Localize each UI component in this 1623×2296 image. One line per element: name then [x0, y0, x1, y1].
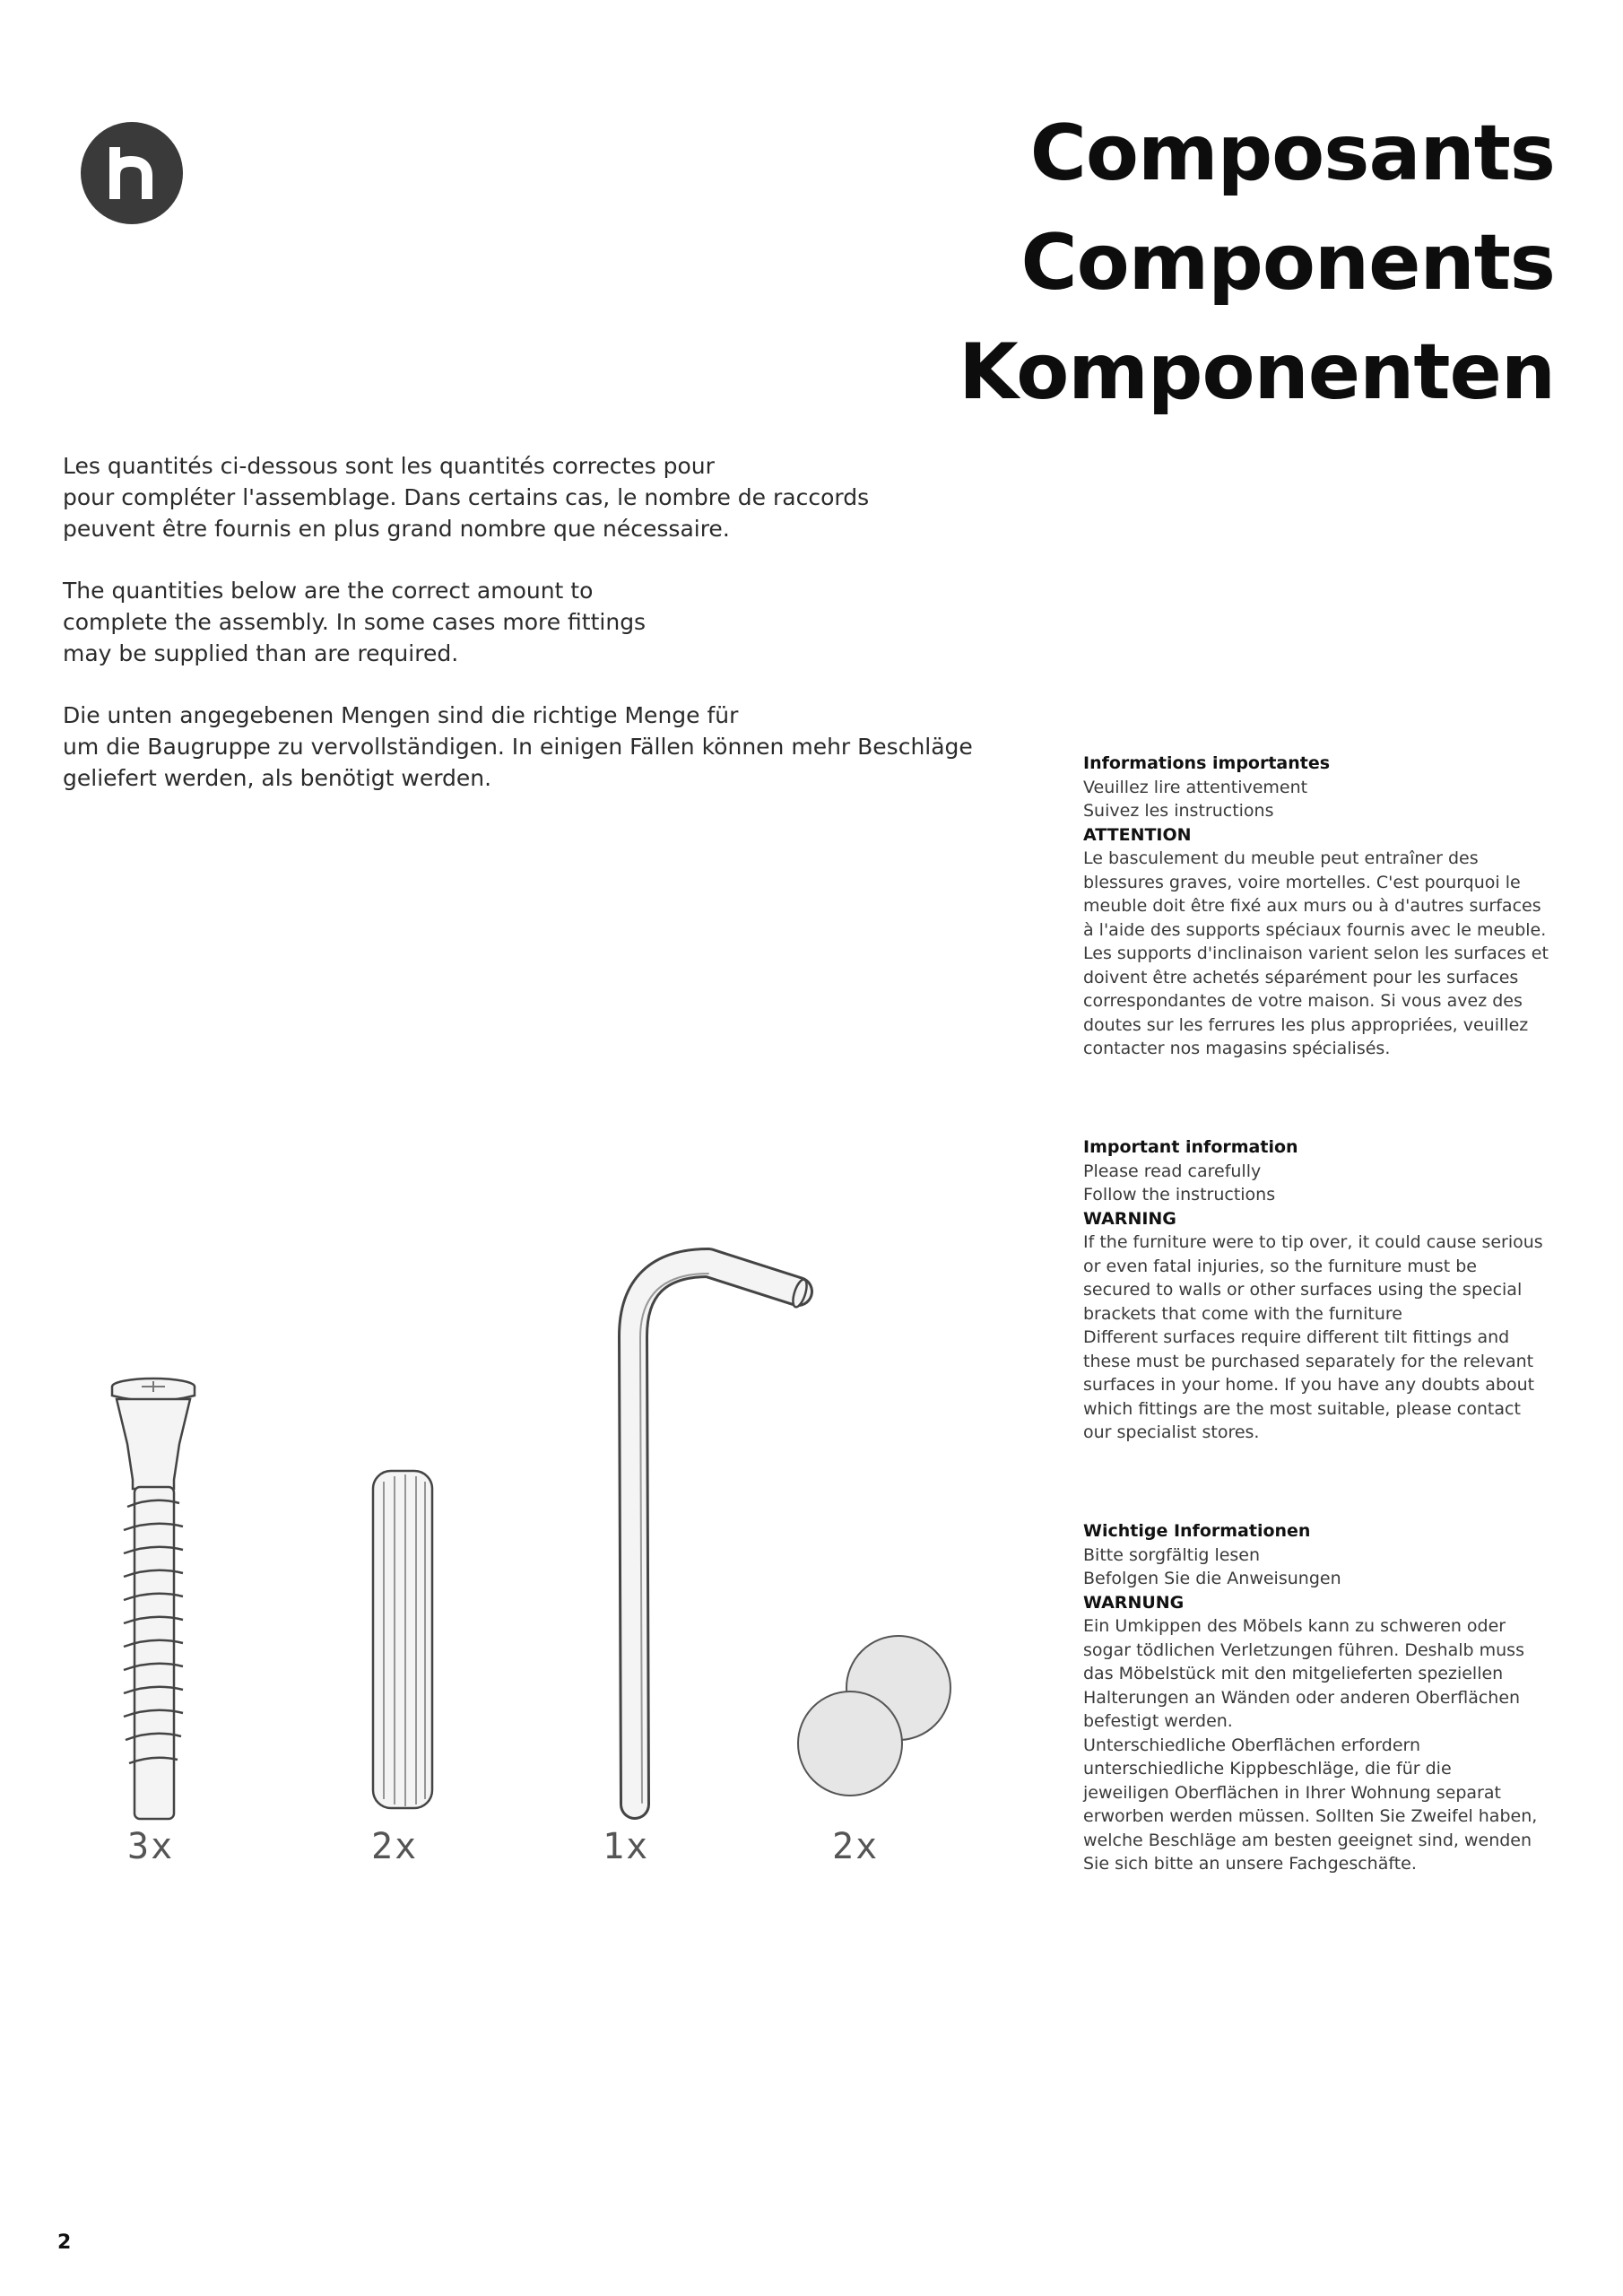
- intro-text: [63, 450, 1031, 824]
- info-heading: Informations importantes: [1083, 753, 1331, 773]
- wooden-dowel-icon: [373, 1471, 432, 1808]
- title-de: Komponenten: [959, 327, 1555, 417]
- intro-en: The quantities below are the correct amount to complete the assembly. In some cases more fittings may be supplied than are required.: [63, 578, 647, 666]
- quantity-screw: 3x: [127, 1826, 175, 1867]
- quantity-allen-key: 1x: [603, 1826, 650, 1867]
- brand-logo: [81, 122, 183, 224]
- intro-de: Die unten angegebenen Mengen sind die richtige Menge für um die Baugruppe zu vervollständigen. In einigen Fällen können mehr Beschläge geliefert werden, als benötigt werden.: [63, 702, 973, 791]
- page-number: 2: [57, 2231, 72, 2254]
- important-info-de: [1083, 1519, 1585, 1876]
- title-en: Components: [1020, 218, 1555, 308]
- warning-label: WARNING: [1083, 1208, 1176, 1229]
- important-info-en: [1083, 1135, 1585, 1445]
- allen-key-icon: [633, 1263, 810, 1805]
- info-line: Befolgen Sie die Anweisungen: [1083, 1569, 1341, 1588]
- intro-fr: Les quantités ci-dessous sont les quantités correctes pour pour compléter l'assemblage. Dans certains cas, le nombre de raccords peuvent être fournis en plus grand nombre que nécessaire.: [63, 453, 870, 542]
- warning-label: WARNUNG: [1083, 1592, 1185, 1613]
- important-info-fr: [1083, 752, 1585, 1061]
- screw-icon: [112, 1378, 195, 1819]
- info-line: Veuillez lire attentivement: [1083, 777, 1308, 797]
- warning-text: Ein Umkippen des Möbels kann zu schweren oder sogar tödlichen Verletzungen führen. Deshalb muss das Möbelstück mit den mitgelieferten speziellen Halterungen an Wänden oder anderen Oberflächen befestigt werden. Unterschiedliche Oberflächen erfordern unterschiedliche Kippbeschläge, die für die jeweiligen Oberflächen in Ihrer Wohnung separat erworben werden müssen. Sollten Sie Zweifel haben, welche Beschläge am besten geeignet sind, wenden Sie sich bitte an unsere Fachgeschäfte.: [1083, 1616, 1538, 1874]
- quantity-cover-cap: 2x: [832, 1826, 880, 1867]
- cover-cap-icon: [798, 1636, 950, 1796]
- info-heading: Important information: [1083, 1137, 1298, 1157]
- page-title: [959, 99, 1555, 427]
- title-fr: Composants: [1029, 109, 1555, 198]
- info-line: Please read carefully: [1083, 1161, 1262, 1181]
- warning-text: Le basculement du meuble peut entraîner des blessures graves, voire mortelles. C'est pourquoi le meuble doit être fixé aux murs ou à d'autres surfaces à l'aide des supports spéciaux fournis avec le meuble. Les supports d'inclinaison varient selon les surfaces et doivent être achetés séparément pour les surfaces correspondantes de votre maison. Si vous avez des doutes sur les ferrures les plus appropriées, veuillez contacter nos magasins spécialisés.: [1083, 848, 1549, 1058]
- info-line: Suivez les instructions: [1083, 801, 1274, 821]
- quantity-dowel: 2x: [371, 1826, 419, 1867]
- info-heading: Wichtige Informationen: [1083, 1521, 1311, 1541]
- warning-label: ATTENTION: [1083, 824, 1192, 845]
- warning-text: If the furniture were to tip over, it could cause serious or even fatal injuries, so the furniture must be secured to walls or other surfaces using the special brackets that come with the furniture Different surfaces require different tilt fittings and these must be purchased separately for the relevant surfaces in your home. If you have any doubts about which fittings are the most suitable, please contact our specialist stores.: [1083, 1232, 1543, 1442]
- h-letter-icon: [81, 122, 183, 224]
- info-line: Bitte sorgfältig lesen: [1083, 1544, 1261, 1565]
- parts-illustration: [0, 1247, 1031, 1892]
- info-line: Follow the instructions: [1083, 1185, 1276, 1205]
